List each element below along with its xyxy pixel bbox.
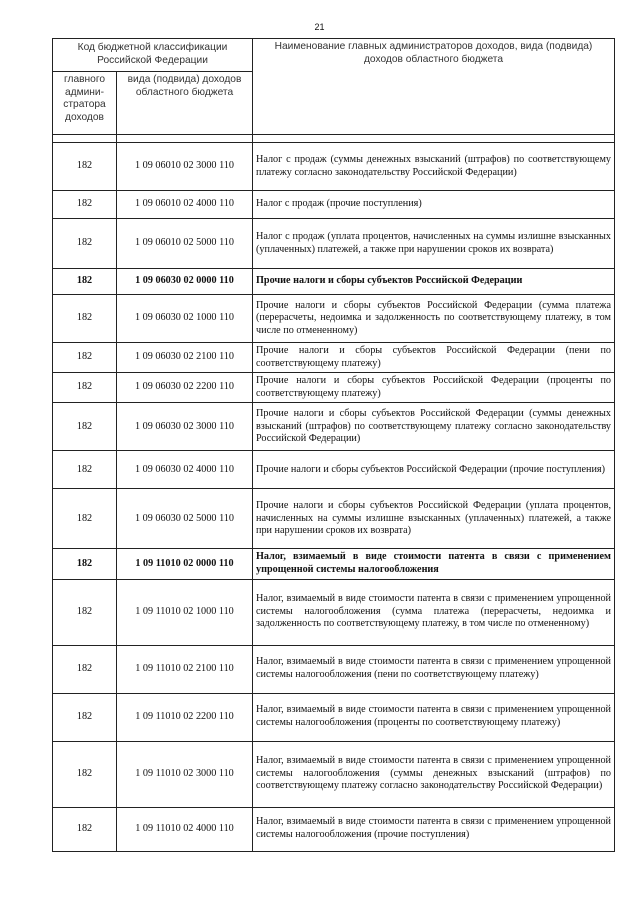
table-row: [53, 191, 615, 219]
income-name-cell: Прочие налоги и сборы субъектов Российской Федерации (сумма платежа (перерасчеты, недоимка и задолженность по соответствующему платежу, в том числе по отмененному): [253, 295, 615, 343]
budget-classification-table: [52, 38, 615, 852]
income-name-cell: Налог, взимаемый в виде стоимости патента в связи с применением упрощенной системы налогообложения: [253, 549, 615, 579]
table-row: [53, 693, 615, 741]
table-row: [53, 549, 615, 579]
header-admin-column: главного админи-стратора доходов: [53, 72, 117, 135]
income-name-cell: Прочие налоги и сборы субъектов Российской Федерации (прочие поступления): [253, 451, 615, 489]
income-name-cell: Налог, взимаемый в виде стоимости патента в связи с применением упрощенной системы налогообложения (пени по соответствующему платежу): [253, 645, 615, 693]
admin-code-cell: 182: [53, 191, 117, 219]
header-code-column: вида (подвида) доходов областного бюджета: [117, 72, 253, 135]
income-name-cell: Налог, взимаемый в виде стоимости патента в связи с применением упрощенной системы налогообложения (сумма платежа (перерасчеты, недоимка и задолженность по соответствующему платежу, в том числе по отмененному): [253, 579, 615, 645]
table-row: [53, 489, 615, 549]
table-row: [53, 143, 615, 191]
admin-code-cell: 182: [53, 143, 117, 191]
admin-code-cell: 182: [53, 373, 117, 403]
income-code-cell: 1 09 06030 02 1000 110: [117, 295, 253, 343]
admin-code-cell: 182: [53, 645, 117, 693]
income-name-cell: Прочие налоги и сборы субъектов Российской Федерации (пени по соответствующему платежу): [253, 343, 615, 373]
income-code-cell: 1 09 06030 02 2200 110: [117, 373, 253, 403]
table-row: [53, 579, 615, 645]
table-row: [53, 343, 615, 373]
income-name-cell: Налог, взимаемый в виде стоимости патента в связи с применением упрощенной системы налогообложения (прочие поступления): [253, 807, 615, 851]
admin-code-cell: 182: [53, 489, 117, 549]
income-code-cell: 1 09 06010 02 5000 110: [117, 219, 253, 269]
income-code-cell: 1 09 11010 02 2100 110: [117, 645, 253, 693]
admin-code-cell: 182: [53, 807, 117, 851]
income-code-cell: 1 09 06030 02 5000 110: [117, 489, 253, 549]
table-row: [53, 807, 615, 851]
income-code-cell: 1 09 11010 02 2200 110: [117, 693, 253, 741]
header-group-title: Код бюджетной классификации Российской Федерации: [53, 39, 253, 72]
admin-code-cell: 182: [53, 219, 117, 269]
income-name-cell: Прочие налоги и сборы субъектов Российской Федерации: [253, 269, 615, 295]
income-code-cell: 1 09 06010 02 4000 110: [117, 191, 253, 219]
admin-code-cell: 182: [53, 269, 117, 295]
income-code-cell: 1 09 11010 02 4000 110: [117, 807, 253, 851]
admin-code-cell: 182: [53, 741, 117, 807]
table-row: [53, 645, 615, 693]
table-row: [53, 741, 615, 807]
admin-code-cell: 182: [53, 451, 117, 489]
income-code-cell: 1 09 06030 02 3000 110: [117, 403, 253, 451]
admin-code-cell: 182: [53, 343, 117, 373]
income-code-cell: 1 09 06030 02 4000 110: [117, 451, 253, 489]
header-name-column: Наименование главных администраторов доходов, вида (подвида) доходов областного бюджета: [253, 39, 615, 135]
income-name-cell: Налог, взимаемый в виде стоимости патента в связи с применением упрощенной системы налогообложения (проценты по соответствующему платежу): [253, 693, 615, 741]
table-row: [53, 403, 615, 451]
income-name-cell: Прочие налоги и сборы субъектов Российской Федерации (суммы денежных взысканий (штрафов) по соответствующему платежу согласно законодательству Российской Федерации): [253, 403, 615, 451]
table-row: [53, 295, 615, 343]
admin-code-cell: 182: [53, 295, 117, 343]
admin-code-cell: 182: [53, 579, 117, 645]
income-code-cell: 1 09 06010 02 3000 110: [117, 143, 253, 191]
income-name-cell: Налог с продаж (уплата процентов, начисленных на суммы излишне взысканных (уплаченных) платежей, а также при нарушении сроков их возврата): [253, 219, 615, 269]
income-code-cell: 1 09 11010 02 1000 110: [117, 579, 253, 645]
admin-code-cell: 182: [53, 549, 117, 579]
income-code-cell: 1 09 11010 02 0000 110: [117, 549, 253, 579]
income-code-cell: 1 09 06030 02 2100 110: [117, 343, 253, 373]
income-name-cell: Налог, взимаемый в виде стоимости патента в связи с применением упрощенной системы налогообложения (суммы денежных взысканий (штрафов) по соответствующему платежу согласно законодательству Российской Федерации): [253, 741, 615, 807]
table-row: [53, 269, 615, 295]
income-code-cell: 1 09 11010 02 3000 110: [117, 741, 253, 807]
table-row: [53, 373, 615, 403]
table-body: [53, 143, 615, 852]
admin-code-cell: 182: [53, 693, 117, 741]
income-code-cell: 1 09 06030 02 0000 110: [117, 269, 253, 295]
table-row: [53, 451, 615, 489]
header-spacer-row: [53, 135, 615, 143]
table-row: [53, 219, 615, 269]
admin-code-cell: 182: [53, 403, 117, 451]
income-name-cell: Налог с продаж (суммы денежных взысканий (штрафов) по соответствующему платежу согласно законодательству Российской Федерации): [253, 143, 615, 191]
income-name-cell: Прочие налоги и сборы субъектов Российской Федерации (уплата процентов, начисленных на суммы излишне взысканных (уплаченных) платежей, а также при нарушении сроков их возврата): [253, 489, 615, 549]
income-name-cell: Налог с продаж (прочие поступления): [253, 191, 615, 219]
income-name-cell: Прочие налоги и сборы субъектов Российской Федерации (проценты по соответствующему платежу): [253, 373, 615, 403]
page-number: 21: [314, 22, 325, 32]
